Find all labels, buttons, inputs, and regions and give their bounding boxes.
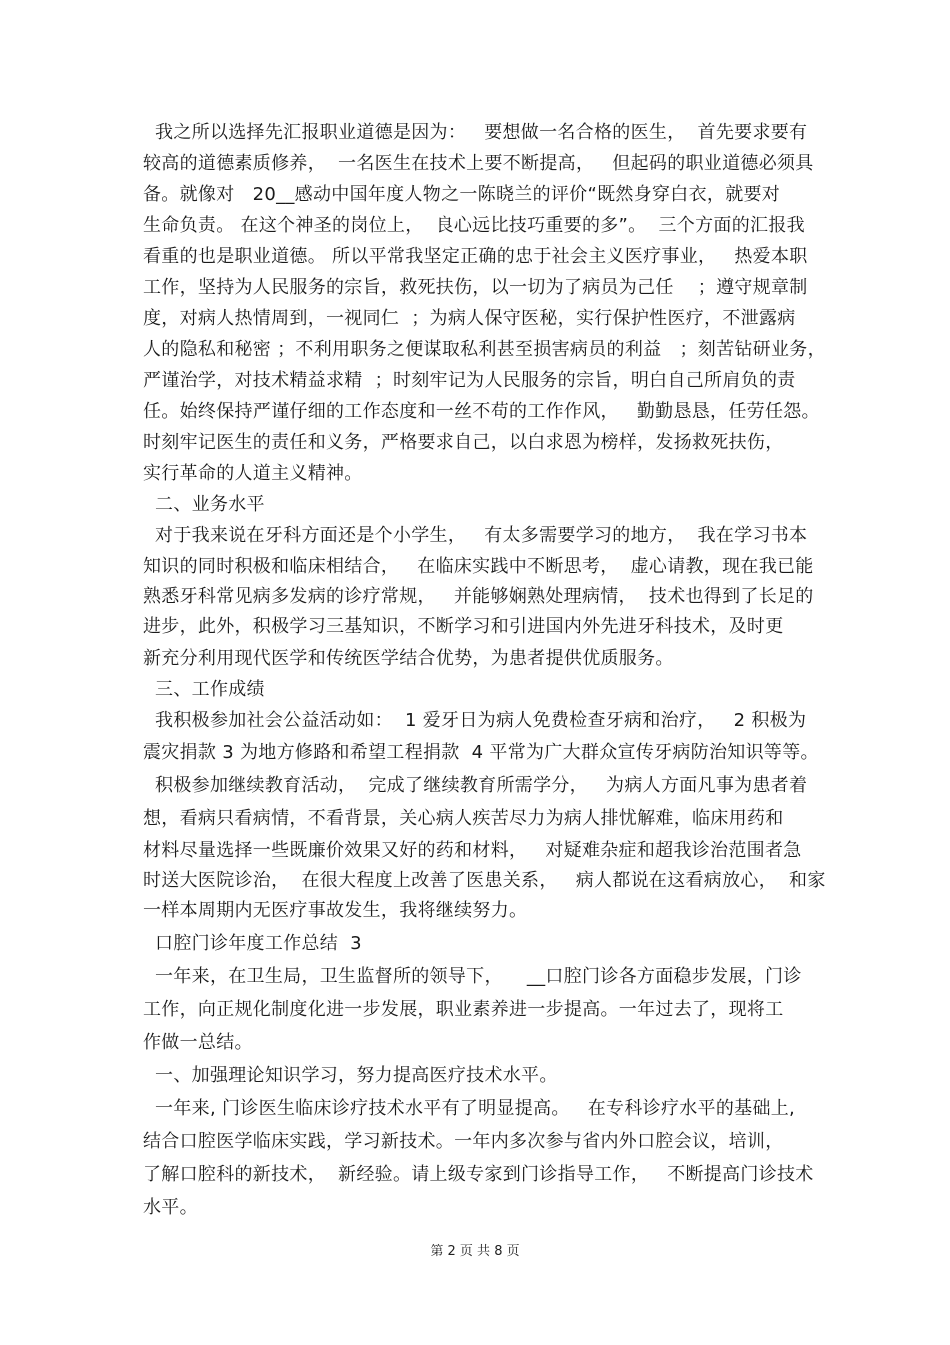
- text-line: 熟悉牙科常见病多发病的诊疗常规， 并能够娴熟处理病情， 技术也得到了长足的: [143, 586, 814, 607]
- text-line: 工作，坚持为人民服务的宗旨，救死扶伤，以一切为了病员为己任 ；遵守规章制: [143, 277, 808, 298]
- text-line: 一年来, 门诊医生临床诊疗技术水平有了明显提高。 在专科诊疗水平的基础上,: [143, 1098, 796, 1119]
- text-line: 作做一总结。: [143, 1032, 253, 1053]
- text-line: 时送大医院诊治， 在很大程度上改善了医患关系， 病人都说在这看病放心， 和家: [143, 870, 826, 891]
- text-line: 积极参加继续教育活动， 完成了继续教育所需学分， 为病人方面凡事为患者着: [143, 775, 808, 796]
- section-heading: 二、业务水平: [143, 494, 265, 515]
- text-line: 新充分利用现代医学和传统医学结合优势，为患者提供优质服务。: [143, 648, 674, 669]
- text-line: 进步，此外，积极学习三基知识，不断学习和引进国内外先进牙科技术，及时更: [143, 616, 784, 637]
- text-line: 对于我来说在牙科方面还是个小学生， 有太多需要学习的地方， 我在学习书本: [143, 525, 808, 546]
- text-line: 人的隐私和秘密 ；不利用职务之便谋取私利甚至损害病员的利益 ；刻苦钻研业务，: [143, 339, 826, 360]
- text-line: 材料尽量选择一些既廉价效果又好的药和材料， 对疑难杂症和超我诊治范围者急: [143, 840, 802, 861]
- text-line: 一年来，在卫生局，卫生监督所的领导下， __口腔门诊各方面稳步发展，门诊: [143, 966, 802, 987]
- section-heading: 三、工作成绩: [143, 679, 265, 700]
- text-line: 实行革命的人道主义精神。: [143, 463, 363, 484]
- text-line: 备。就像对 20__感动中国年度人物之一陈晓兰的评价“既然身穿白衣，就要对: [143, 184, 781, 205]
- text-line: 我之所以选择先汇报职业道德是因为： 要想做一名合格的医生， 首先要求要有: [143, 122, 808, 143]
- text-line: 度，对病人热情周到，一视同仁 ；为病人保守医秘，实行保护性医疗，不泄露病: [143, 308, 796, 329]
- text-line: 结合口腔医学临床实践，学习新技术。一年内多次参与省内外口腔会议，培训，: [143, 1131, 784, 1152]
- text-line: 想，看病只看病情，不看背景，关心病人疾苦尽力为病人排忧解难，临床用药和: [143, 808, 784, 829]
- text-line: 水平。: [143, 1197, 198, 1218]
- section-heading: 口腔门诊年度工作总结 3: [143, 933, 362, 954]
- text-line: 了解口腔科的新技术， 新经验。请上级专家到门诊指导工作， 不断提高门诊技术: [143, 1164, 814, 1185]
- text-line: 生命负责。 在这个神圣的岗位上， 良心远比技巧重要的多”。 三个方面的汇报我: [143, 215, 805, 236]
- text-line: 看重的也是职业道德。 所以平常我坚定正确的忠于社会主义医疗事业， 热爱本职: [143, 246, 808, 267]
- text-line: 震灾捐款 3 为地方修路和希望工程捐款 4 平常为广大群众宣传牙病防治知识等等。: [143, 742, 819, 763]
- text-line: 任。始终保持严谨仔细的工作态度和一丝不苟的工作作风， 勤勤恳恳，任劳任怨。: [143, 401, 820, 422]
- page-footer: 第 2 页 共 8 页: [430, 1244, 520, 1259]
- text-line: 我积极参加社会公益活动如： 1 爱牙日为病人免费检查牙病和治疗， 2 积极为: [143, 710, 807, 731]
- text-line: 严谨治学，对技术精益求精 ；时刻牢记为人民服务的宗旨，明白自己所肩负的责: [143, 370, 796, 391]
- text-line: 工作，向正规化制度化进一步发展，职业素养进一步提高。一年过去了，现将工: [143, 999, 784, 1020]
- text-line: 时刻牢记医生的责任和义务，严格要求自己，以白求恩为榜样，发扬救死扶伤，: [143, 432, 784, 453]
- section-heading: 一、加强理论知识学习，努力提高医疗技术水平。: [143, 1065, 558, 1086]
- text-line: 一样本周期内无医疗事故发生，我将继续努力。: [143, 900, 528, 921]
- text-line: 较高的道德素质修养， 一名医生在技术上要不断提高， 但起码的职业道德必须具: [143, 153, 814, 174]
- text-line: 知识的同时积极和临床相结合， 在临床实践中不断思考， 虚心请教，现在我已能: [143, 556, 814, 577]
